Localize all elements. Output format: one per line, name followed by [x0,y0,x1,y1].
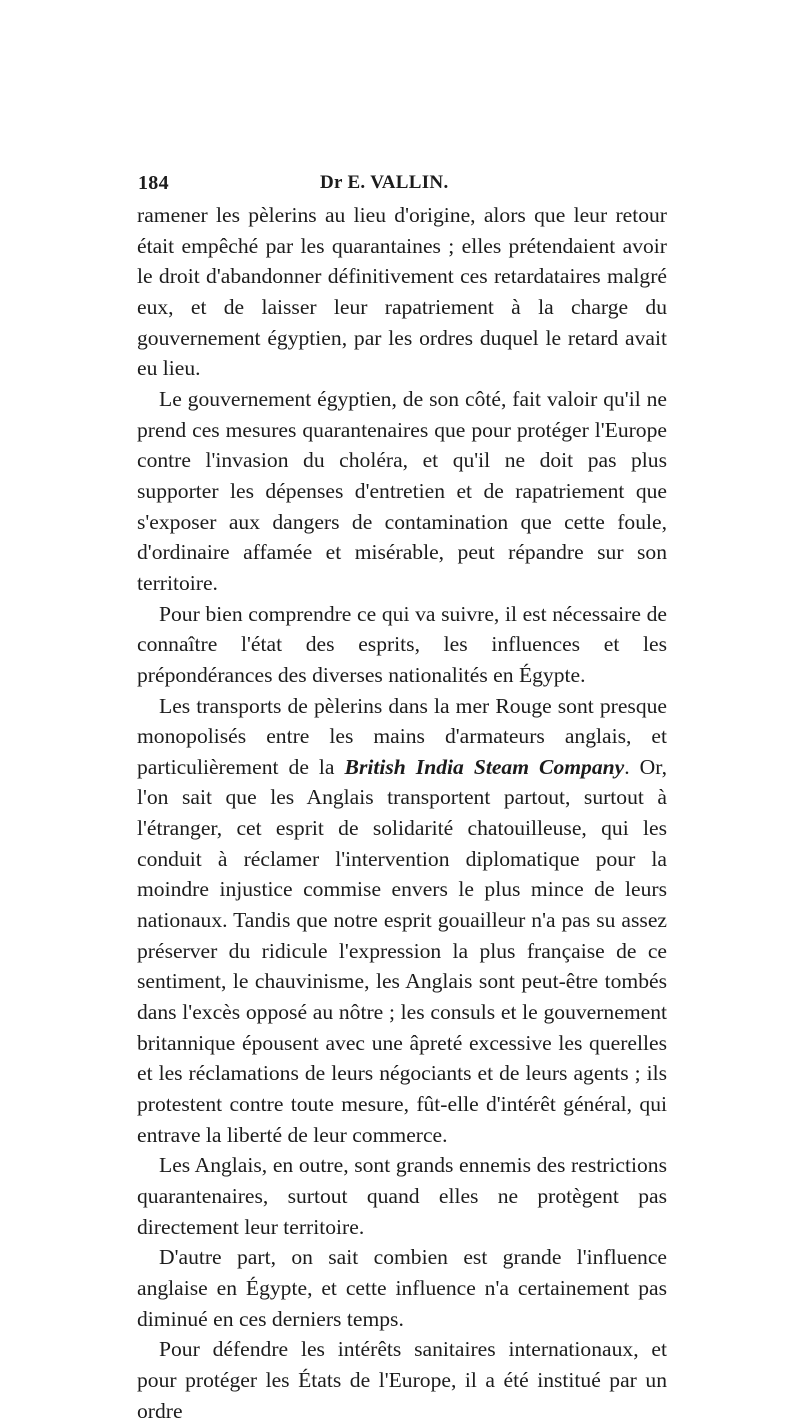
paragraph-4 [137,691,667,1151]
paragraph-3: Pour bien comprendre ce qui va suivre, il est nécessaire de connaître l'état des esprits, les influences et les prépondérances des diverses nationalités en Égypte. [137,601,667,687]
page-number: 184 [138,172,169,194]
paragraph-1: ramener les pèlerins au lieu d'origine, alors que leur retour était empêché par les quarantaines ; elles prétendaient avoir le droit d'abandonner définitivement ces retardataires malgré eux, et de laisser leur rapatriement à la charge du gouvernement égyptien, par les ordres duquel le retard avait eu lieu. [137,203,667,381]
paragraph-4-end: . Or, l'on sait que les Anglais transportent partout, surtout à l'étranger, cet esprit de solidarité chatouilleuse, qui les conduit à réclamer l'intervention diplomatique pour la moindre injustice commise envers le plus mince de leurs nationaux. Tandis que notre esprit gouailleur n'a pas su assez préserver du ridicule l'expression la plus française de ce sentiment, le chauvinisme, les Anglais sont peut-être tombés dans l'excès opposé au nôtre ; les consuls et le gouvernement britannique épousent avec une âpreté excessive les querelles et les réclamations de leurs négociants et de leurs agents ; ils protestent contre toute mesure, fût-elle d'intérêt général, qui entrave la liberté de leur commerce. [137,754,667,1147]
paragraph-7: Pour défendre les intérêts sanitaires internationaux, et pour protéger les États de l'Europe, il a été institué par un ordre [137,1337,667,1423]
running-head [138,168,668,198]
paragraph-6: D'autre part, on sait combien est grande l'influence anglaise en Égypte, et cette influence n'a certainement pas diminué en ces derniers temps. [137,1245,667,1331]
paragraph-4-start: Les transports de pèlerins dans la mer Rouge sont presque monopolisés entre les mains d'armateurs anglais, et particulièrement de la [137,693,667,779]
running-title: Dr E. VALLIN. [320,172,449,193]
company-name: British India Steam Company [344,754,625,779]
body-text [137,200,667,1426]
paragraph-2: Le gouvernement égyptien, de son côté, fait valoir qu'il ne prend ces mesures quarantenaires que pour protéger l'Europe contre l'invasion du choléra, et qu'il ne doit pas plus supporter les dépenses d'entretien et de rapatriement que s'exposer aux dangers de contamination que cette foule, d'ordinaire affamée et misérable, peut répandre sur son territoire. [137,386,667,595]
paragraph-5: Les Anglais, en outre, sont grands ennemis des restrictions quarantenaires, surtout quand elles ne protègent pas directement leur territoire. [137,1153,667,1239]
